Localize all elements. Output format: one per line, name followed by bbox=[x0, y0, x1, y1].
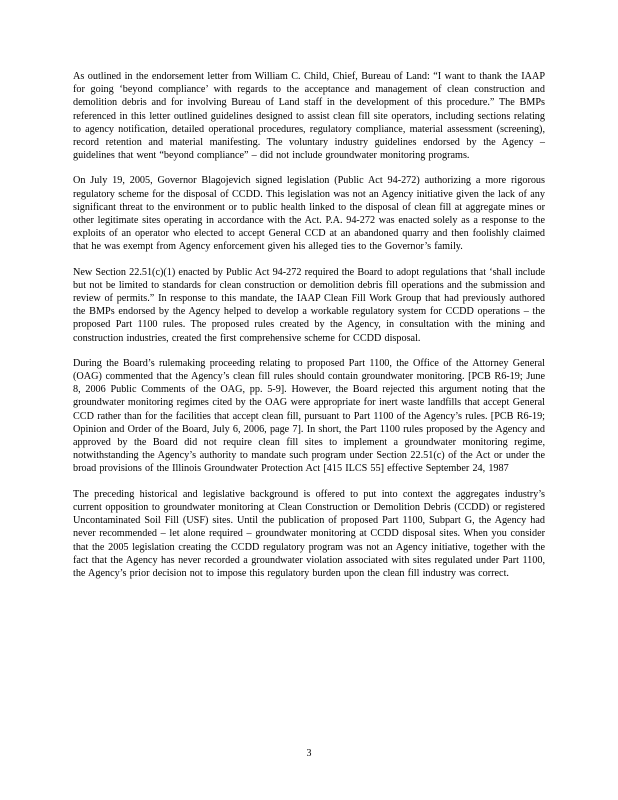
paragraph-section-22-51: New Section 22.51(c)(1) enacted by Public Act 94-272 required the Board to adopt regulations that ‘shall include but not be limited to standards for clean construction or demolition debris fill operations and the submission and review of permits.” In response to this mandate, the IAAP Clean Fill Work Group that had previously authored the BMPs endorsed by the Agency helped to develop a workable regulatory system for CCDD operations – the proposed Part 1100 rules. The proposed rules created by the Agency, in consultation with the mining and construction industries, created the first comprehensive scheme for CCDD disposal. bbox=[73, 266, 545, 344]
document-body bbox=[73, 70, 545, 592]
paragraph-public-act-94-272: On July 19, 2005, Governor Blagojevich signed legislation (Public Act 94-272) authorizing a more rigorous regulatory scheme for the disposal of CCDD. This legislation was not an Agency initiative given the lack of any significant threat to the environment or to public health linked to the disposal of clean fill at aggregate mines or other legitimate sites operating in accordance with the Act. P.A. 94-272 was enacted solely as a response to the exploits of an operator who elected to accept General CCD at an abandoned quarry and then foolishly claimed that he was exempt from Agency enforcement given his alleged ties to the Governor’s family. bbox=[73, 175, 545, 253]
paragraph-endorsement-letter: As outlined in the endorsement letter from William C. Child, Chief, Bureau of Land: “I want to thank the IAAP for going ‘beyond compliance’ with regards to the acceptance and management of clean construction and demolition debris and for involving Bureau of Land staff in the development of this procedure.” The BMPs referenced in this letter outlined guidelines designed to assist clean fill site operators, including sections relating to agency notification, detailed operational procedures, regulatory compliance, material assessment (screening), record retention and material manifesting. The voluntary industry guidelines endorsed by the Agency – guidelines that went “beyond compliance” – did not include groundwater monitoring programs. bbox=[73, 71, 545, 162]
page-number: 3 bbox=[306, 748, 312, 759]
paragraph-historical-background: The preceding historical and legislative background is offered to put into context the aggregates industry’s current opposition to groundwater monitoring at Clean Construction or Demolition Debris (CCDD) or registered Uncontaminated Soil Fill (USF) sites. Until the publication of proposed Part 1100, Subpart G, the Agency had never recommended – let alone required – groundwater monitoring at CCDD disposal sites. When you consider that the 2005 legislation creating the CCDD regulatory program was not an Agency initiative, together with the fact that the Agency has never recorded a groundwater violation associated with sites regulated under Part 1100, the Agency’s prior decision not to impose this regulatory burden upon the clean fill industry was correct. bbox=[73, 488, 545, 579]
paragraph-board-rulemaking: During the Board’s rulemaking proceeding relating to proposed Part 1100, the Office of the Attorney General (OAG) commented that the Agency’s clean fill rules should contain groundwater monitoring. [PCB R6-19; June 8, 2006 Public Comments of the OAG, pp. 5-9]. However, the Board rejected this argument noting that the groundwater monitoring regimes cited by the OAG were appropriate for inert waste landfills that accept General CCD rather than for the facilities that accept clean fill, pursuant to Part 1100 of the Agency’s rules. [PCB R6-19; Opinion and Order of the Board, July 6, 2006, page 7]. In short, the Part 1100 rules proposed by the Agency and approved by the Board did not require clean fill sites to implement a groundwater monitoring regime, notwithstanding the Agency’s authority to mandate such program under Section 22.51(c) of the Act or under the broad provisions of the Illinois Groundwater Protection Act [415 ILCS 55] effective September 24, 1987 bbox=[73, 357, 545, 475]
